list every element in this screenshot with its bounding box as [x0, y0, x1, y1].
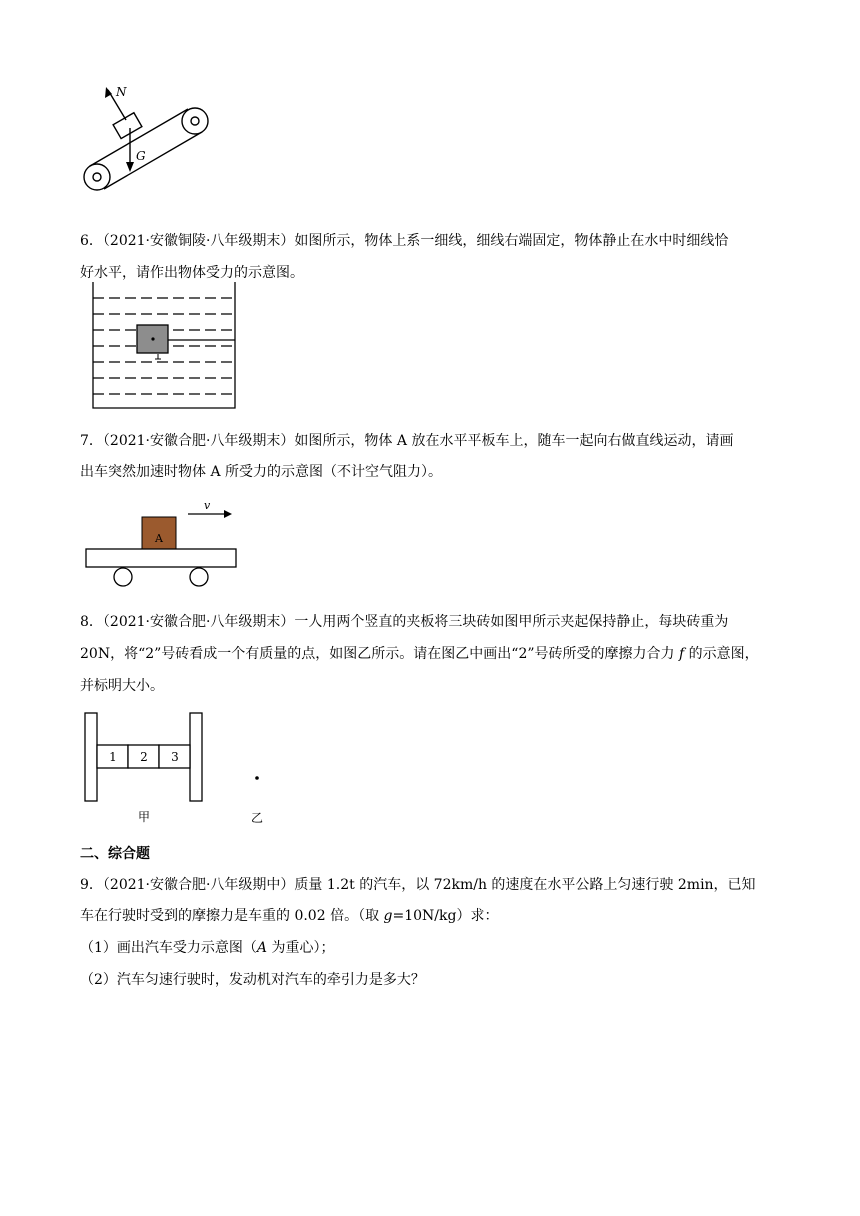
question-7-line-2: 出车突然加速时物体 A 所受力的示意图（不计空气阻力）。 — [80, 464, 443, 480]
caption-yi: 乙 — [250, 811, 264, 825]
question-6-line-2: 好水平，请作出物体受力的示意图。 — [80, 265, 304, 281]
velocity-label: v — [204, 499, 211, 512]
brick-1-label: 1 — [109, 750, 117, 764]
question-9-line-1: 9．（2021·安徽合肥·八年级期中）质量 1.2t 的汽车，以 72km/h 的速度在水平公路上匀速行驶 2min，已知 — [80, 877, 756, 893]
question-8-line-3: 并标明大小。 — [80, 678, 164, 694]
caption-jia: 甲 — [137, 810, 151, 824]
question-9-sub-2: （2）汽车匀速行驶时，发动机对汽车的牵引力是多大？ — [80, 972, 425, 988]
question-9-sub-1: （1）画出汽车受力示意图（A 为重心）； — [80, 940, 335, 956]
cart-platform — [86, 549, 236, 567]
brick-2-point — [255, 776, 259, 780]
gravity-label: G — [136, 149, 146, 163]
brick-2-label: 2 — [140, 750, 148, 764]
flatbed-cart-figure — [84, 500, 240, 590]
brick-clamp-figure — [84, 712, 274, 832]
question-6-line-1: 6．（2021·安徽铜陵·八年级期末）如图所示，物体上系一细线，细线右端固定，物体静止在水中时细线恰 — [80, 233, 729, 249]
conveyor-belt-figure — [78, 82, 218, 194]
block-a-label: A — [155, 532, 163, 545]
section-title: 二、综合题 — [80, 846, 150, 862]
brick-3-label: 3 — [171, 750, 179, 764]
question-7-line-1: 7．（2021·安徽合肥·八年级期末）如图所示，物体 A 放在水平平板车上，随车一起向右做直线运动，请画 — [80, 433, 734, 449]
question-8-line-1: 8．（2021·安徽合肥·八年级期末）一人用两个竖直的夹板将三块砖如图甲所示夹起保持静止，每块砖重为 — [80, 614, 729, 630]
question-8-line-2: 20N，将“2”号砖看成一个有质量的点，如图乙所示。请在图乙中画出“2”号砖所受的摩擦力合力 f 的示意图， — [80, 646, 759, 662]
normal-force-label: N — [116, 85, 127, 99]
question-9-line-2: 车在行驶时受到的摩擦力是车重的 0.02 倍。（取 g=10N/kg）求： — [80, 908, 499, 924]
water-tank-figure — [92, 280, 240, 410]
